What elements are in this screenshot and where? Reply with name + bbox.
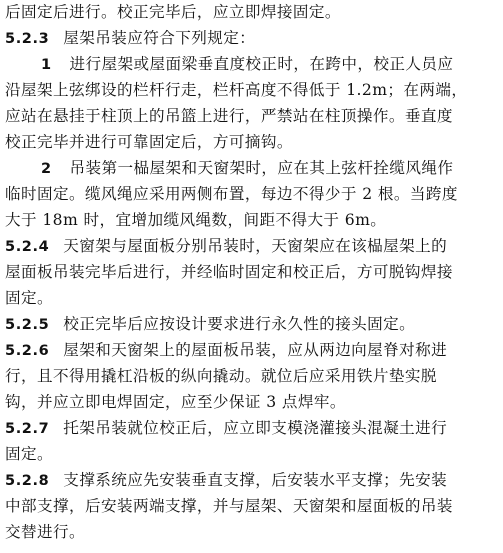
line-text: 行，且不得用撬杠沿板的纵向撬动。就位后应采用铁片垫实脱 <box>5 367 437 385</box>
clause-heading-5-2-5 <box>5 314 415 335</box>
line-text: 屋面板吊装完毕后进行，并经临时固定和校正后，方可脱钩焊接 <box>5 263 453 281</box>
item-2-first-line <box>41 158 453 179</box>
clause-heading-5-2-7 <box>5 418 447 439</box>
item-number: 1 <box>41 57 52 73</box>
line-text: 交替进行。 <box>5 523 85 541</box>
line-text: 固定。 <box>5 445 53 463</box>
text-line <box>5 522 85 542</box>
text-line <box>5 106 453 126</box>
text-line <box>5 210 386 230</box>
text-line <box>5 366 437 386</box>
clause-number: 5.2.7 <box>5 421 50 437</box>
text-line <box>5 132 293 152</box>
line-text: 应站在悬挂于柱顶上的吊篮上进行，严禁站在柱顶操作。垂直度 <box>5 107 453 125</box>
line-text: 钩，并应立即电焊固定，应至少保证 3 点焊牢。 <box>5 393 346 411</box>
clause-number: 5.2.6 <box>5 343 50 359</box>
clause-number: 5.2.5 <box>5 317 50 333</box>
clause-heading-5-2-4 <box>5 236 447 257</box>
line-text: 后固定后进行。校正完毕后，应立即焊接固定。 <box>5 3 341 21</box>
line-text: 支撑系统应先安装垂直支撑，后安装水平支撑；先安装 <box>63 471 448 489</box>
line-text: 屋架和天窗架上的屋面板吊装，应从两边向屋脊对称进 <box>63 341 448 359</box>
line-text: 天窗架与屋面板分别吊装时，天窗架应在该榀屋架上的 <box>63 237 448 255</box>
line-text: 屋架吊装应符合下列规定： <box>63 29 256 47</box>
clause-heading-5-2-3 <box>5 28 255 49</box>
text-line <box>5 262 453 282</box>
line-text: 托架吊装就位校正后，应立即支模浇灌接头混凝土进行 <box>63 419 448 437</box>
text-line <box>5 392 346 412</box>
item-number: 2 <box>41 161 52 177</box>
text-line <box>5 2 341 22</box>
clause-number: 5.2.4 <box>5 239 50 255</box>
text-line <box>5 444 53 464</box>
line-text: 中部支撑，后安装两端支撑，并与屋架、天窗架和屋面板的吊装 <box>5 497 453 515</box>
line-text: 校正完毕后应按设计要求进行永久性的接头固定。 <box>63 315 416 333</box>
clause-heading-5-2-6 <box>5 340 447 361</box>
clause-number: 5.2.3 <box>5 31 50 47</box>
clause-heading-5-2-8 <box>5 470 447 491</box>
text-line <box>5 184 458 204</box>
clause-number: 5.2.8 <box>5 473 50 489</box>
line-text: 吊装第一榀屋架和天窗架时，应在其上弦杆拴缆风绳作 <box>69 159 454 177</box>
text-line <box>5 288 53 308</box>
item-1-first-line <box>41 54 453 75</box>
line-text: 沿屋架上弦绑设的栏杆行走，栏杆高度不得低于 1.2m；在两端， <box>5 81 468 99</box>
line-text: 固定。 <box>5 289 53 307</box>
line-text: 校正完毕并进行可靠固定后，方可摘钩。 <box>5 133 293 151</box>
text-line <box>5 80 467 100</box>
line-text: 大于 18m 时，宜增加缆风绳数，间距不得大于 6m。 <box>5 211 387 229</box>
line-text: 进行屋架或屋面梁垂直度校正时，在跨中，校正人员应 <box>69 55 454 73</box>
line-text: 临时固定。缆风绳应采用两侧布置，每边不得少于 2 根。当跨度 <box>5 185 458 203</box>
text-line <box>5 496 453 516</box>
